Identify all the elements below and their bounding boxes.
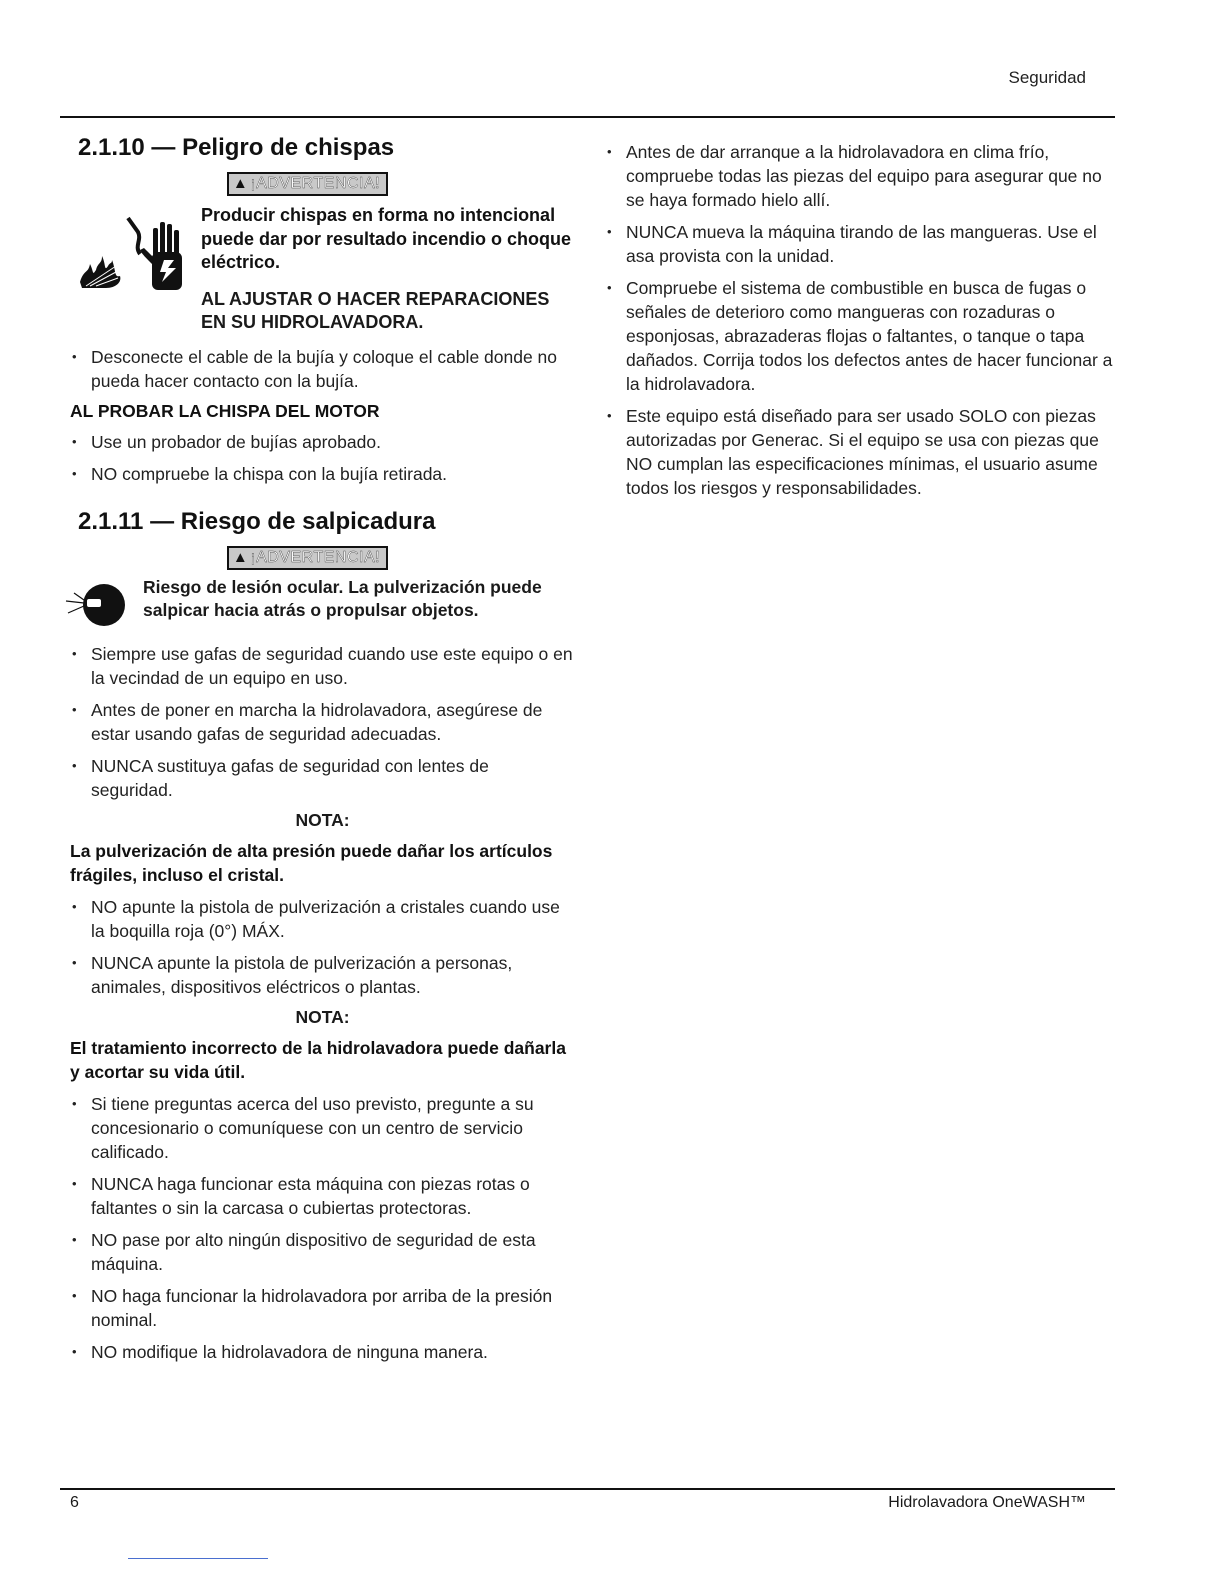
note-label: NOTA: <box>295 809 350 830</box>
list-item: • NO pase por alto ningún dispositivo de seguridad de esta máquina. <box>70 1228 575 1276</box>
right-column <box>605 134 1115 500</box>
list-item: • NUNCA sustituya gafas de seguridad con lentes de seguridad. <box>70 754 575 802</box>
list-item: • Use un probador de bujías aprobado. <box>70 430 575 454</box>
section-title-sparks: 2.1.10 — Peligro de chispas <box>78 134 395 161</box>
warning-label-splash: ▲ ¡ADVERTENCIA! <box>227 546 388 570</box>
spark-test-subhead: AL PROBAR LA CHISPA DEL MOTOR <box>70 400 380 421</box>
list-item: • Antes de poner en marcha la hidrolavadora, asegúrese de estar usando gafas de seguridad adecuadas. <box>70 698 575 746</box>
right-bullets <box>605 140 1115 500</box>
header-rule <box>60 116 1115 118</box>
warning-triangle-icon: ▲ <box>232 548 249 566</box>
list-item: • Siempre use gafas de seguridad cuando use este equipo o en la vecindad de un equipo en uso. <box>70 642 575 690</box>
scan-artifact-line <box>128 1558 268 1559</box>
spark-bullets <box>70 345 575 393</box>
header-section-label: Seguridad <box>1008 68 1086 87</box>
pressure-bullets <box>70 895 575 999</box>
spark-warning-text: Producir chispas en forma no intencional puede dar por resultado incendio o choque eléctrico. <box>201 205 572 272</box>
list-item: • NO haga funcionar la hidrolavadora por arriba de la presión nominal. <box>70 1284 575 1332</box>
spark-test-bullets <box>70 430 575 486</box>
list-item: • NO compruebe la chispa con la bujía retirada. <box>70 462 575 486</box>
splash-warning-block <box>70 576 575 634</box>
note-label: NOTA: <box>295 1006 350 1027</box>
list-item: • Este equipo está diseñado para ser usado SOLO con piezas autorizadas por Generac. Si el equipo se usa con piezas que NO cumplan las especificaciones mínimas, el usuario asume todos los riesgos y responsabilidades. <box>605 404 1115 500</box>
note-text: El tratamiento incorrecto de la hidrolavadora puede dañarla y acortar su vida útil. <box>70 1037 566 1082</box>
eye-injury-icon <box>64 579 128 629</box>
footer-page-number: 6 <box>70 1494 79 1511</box>
footer-rule <box>60 1488 1115 1490</box>
list-item: • NUNCA mueva la máquina tirando de las mangueras. Use el asa provista con la unidad. <box>605 220 1115 268</box>
list-item: • NUNCA apunte la pistola de pulverización a personas, animales, dispositivos eléctricos o plantas. <box>70 951 575 999</box>
spark-warning-block <box>70 204 575 335</box>
fire-and-shock-icon <box>76 204 196 299</box>
splash-bullets <box>70 642 575 802</box>
list-item: • Si tiene preguntas acerca del uso previsto, pregunte a su concesionario o comuníquese con un centro de servicio calificado. <box>70 1092 575 1164</box>
splash-warning-text: Riesgo de lesión ocular. La pulverización puede salpicar hacia atrás o propulsar objetos. <box>143 576 542 620</box>
left-column <box>70 134 575 1364</box>
footer-product-name: Hidrolavadora OneWASH™ <box>888 1494 1086 1511</box>
section-title-splash: 2.1.11 — Riesgo de salpicadura <box>78 507 436 535</box>
warning-triangle-icon: ▲ <box>232 175 249 192</box>
note-text: La pulverización de alta presión puede dañar los artículos frágiles, incluso el cristal. <box>70 840 553 885</box>
spark-warning-context: AL AJUSTAR O HACER REPARACIONES EN SU HIDROLAVADORA. <box>201 288 550 332</box>
warning-label-sparks: ▲ ¡ADVERTENCIA! <box>227 172 388 196</box>
list-item: • NO apunte la pistola de pulverización a cristales cuando use la boquilla roja (0°) MÁX. <box>70 895 575 943</box>
list-item: • Compruebe el sistema de combustible en busca de fugas o señales de deterioro como mangueras con rozaduras o esponjosas, abrazaderas flojas o faltantes, o tanque o tapa dañados. Corrija todos los defectos antes de hacer funcionar a la hidrolavadora. <box>605 276 1115 396</box>
misuse-bullets <box>70 1092 575 1364</box>
list-item: • Antes de dar arranque a la hidrolavadora en clima frío, compruebe todas las piezas del equipo para asegurar que no se haya formado hielo allí. <box>605 140 1115 212</box>
list-item: • NO modifique la hidrolavadora de ninguna manera. <box>70 1340 575 1364</box>
list-item: • NUNCA haga funcionar esta máquina con piezas rotas o faltantes o sin la carcasa o cubiertas protectoras. <box>70 1172 575 1220</box>
list-item: • Desconecte el cable de la bujía y coloque el cable donde no pueda hacer contacto con la bujía. <box>70 345 575 393</box>
